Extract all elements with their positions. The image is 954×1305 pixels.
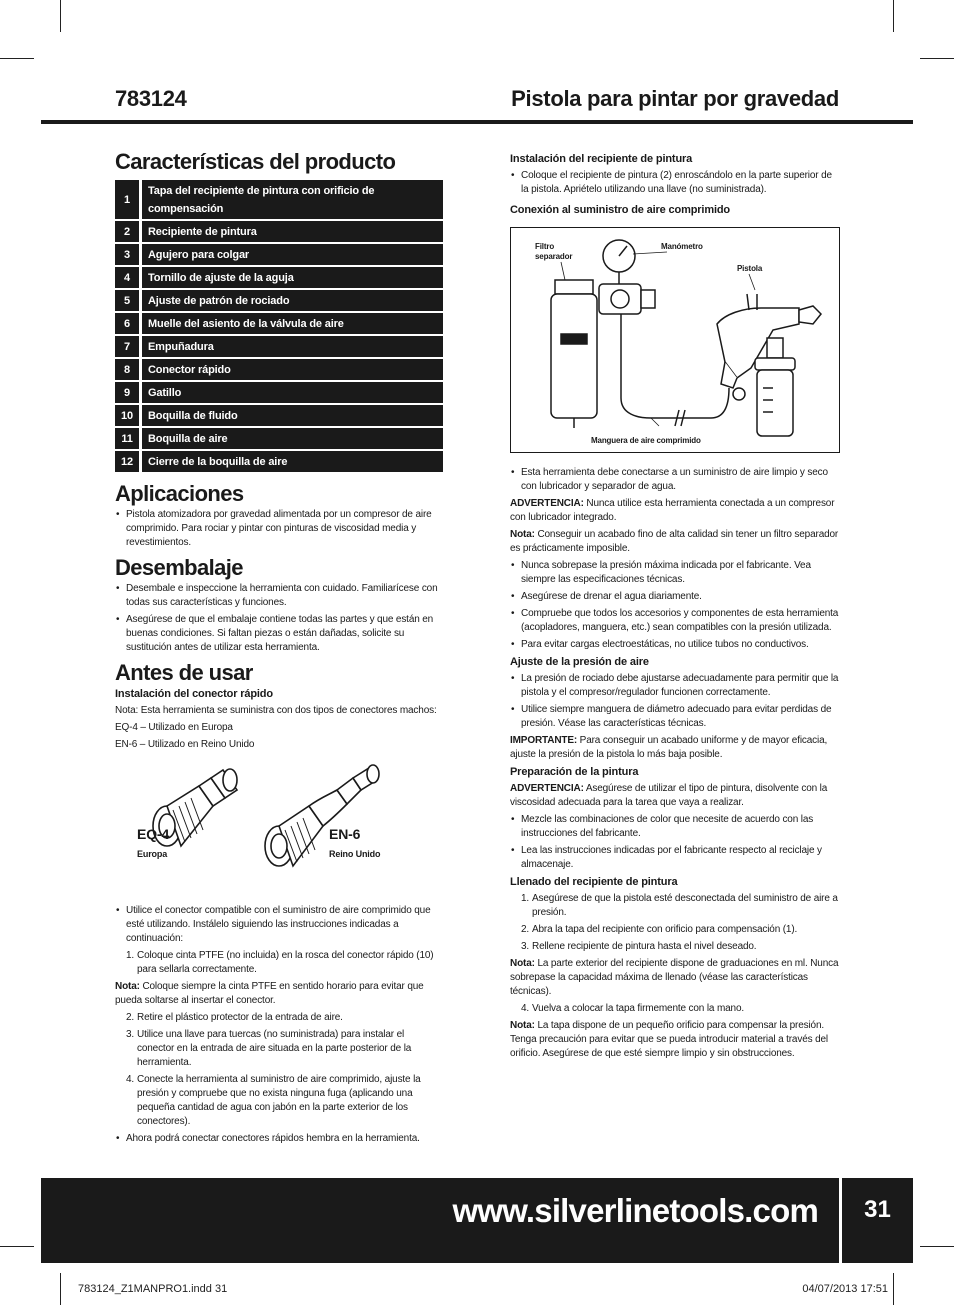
eq4-line: EQ-4 – Utilizado en Europa bbox=[115, 722, 233, 733]
fill-heading: Llenado del recipiente de pintura bbox=[510, 876, 678, 888]
crop-mark bbox=[893, 0, 894, 32]
left-column bbox=[115, 148, 443, 1149]
connectors-illustration bbox=[115, 764, 443, 886]
feature-number: 9 bbox=[115, 382, 139, 403]
feature-row bbox=[115, 405, 443, 426]
feature-number: 10 bbox=[115, 405, 139, 426]
feature-number: 7 bbox=[115, 336, 139, 357]
install-list bbox=[115, 904, 443, 946]
header-rule bbox=[41, 120, 913, 124]
en6-label: EN-6 bbox=[329, 826, 361, 842]
fill-steps bbox=[510, 1002, 840, 1016]
important-text: IMPORTANTE: Para conseguir un acabado uniforme y de mayor eficacia, ajuste la presión de la pistola lo más baja posible. bbox=[510, 735, 828, 760]
feature-number: 1 bbox=[115, 180, 139, 219]
feature-row bbox=[115, 359, 443, 380]
list-item: • Esta herramienta debe conectarse a un suministro de aire limpio y seco con lubricador y separador de agua. bbox=[510, 466, 840, 494]
list-item: • Pistola atomizadora por gravedad alimentada por un compresor de aire comprimido. Para rociar y pintar con pinturas de viscosidad media y revestimientos. bbox=[115, 508, 443, 550]
unpacking-list bbox=[115, 582, 443, 655]
air-supply-diagram bbox=[510, 227, 840, 453]
features-heading: Características del producto bbox=[115, 149, 396, 174]
crop-mark bbox=[920, 1246, 954, 1247]
page-title: Pistola para pintar por gravedad bbox=[511, 86, 839, 111]
feature-row bbox=[115, 428, 443, 449]
paint-list bbox=[510, 813, 840, 872]
feature-label: Boquilla de fluido bbox=[142, 405, 443, 426]
feature-row bbox=[115, 336, 443, 357]
list-item: • Ahora podrá conectar conectores rápidos hembra en la herramienta. bbox=[115, 1132, 443, 1146]
feature-number: 5 bbox=[115, 290, 139, 311]
pressure-heading: Ajuste de la presión de aire bbox=[510, 656, 649, 668]
crop-mark bbox=[0, 58, 34, 59]
website-link[interactable]: www.silverlinetools.com bbox=[452, 1192, 818, 1229]
feature-row bbox=[115, 290, 443, 311]
feature-row bbox=[115, 221, 443, 242]
air-supply-heading: Conexión al suministro de aire comprimido bbox=[510, 204, 731, 216]
diagram-label-gun: Pistola bbox=[737, 264, 763, 273]
list-item: • Utilice el conector compatible con el suministro de aire comprimido que esté utilizando. Instálelo siguiendo las instrucciones indicadas a continuación: bbox=[115, 904, 443, 946]
before-use-heading: Antes de usar bbox=[115, 660, 253, 685]
feature-label: Conector rápido bbox=[142, 359, 443, 380]
slug-date: 04/07/2013 17:51 bbox=[802, 1283, 888, 1295]
list-item: • Asegúrese de drenar el agua diariamente. bbox=[510, 590, 840, 604]
feature-label: Gatillo bbox=[142, 382, 443, 403]
feature-label: Agujero para colgar bbox=[142, 244, 443, 265]
feature-label: Recipiente de pintura bbox=[142, 221, 443, 242]
applications-list bbox=[115, 508, 443, 550]
note-text: Nota: Coloque siempre la cinta PTFE en sentido horario para evitar que pueda soltarse al insertar el conector. bbox=[115, 981, 424, 1006]
en6-line: EN-6 – Utilizado en Reino Unido bbox=[115, 739, 255, 750]
right-column bbox=[510, 152, 840, 1064]
features-table bbox=[115, 180, 443, 472]
crop-mark bbox=[60, 0, 61, 32]
pressure-list bbox=[510, 672, 840, 731]
feature-label: Tapa del recipiente de pintura con orificio de compensación bbox=[142, 180, 443, 219]
feature-row bbox=[115, 451, 443, 472]
feature-row bbox=[115, 267, 443, 288]
feature-number: 2 bbox=[115, 221, 139, 242]
feature-number: 3 bbox=[115, 244, 139, 265]
feature-number: 6 bbox=[115, 313, 139, 334]
list-item: • Utilice siempre manguera de diámetro adecuado para evitar perdidas de presión. Véase las características técnicas. bbox=[510, 703, 840, 731]
feature-row bbox=[115, 313, 443, 334]
crop-mark bbox=[60, 1273, 61, 1305]
quick-connector-heading: Instalación del conector rápido bbox=[115, 688, 273, 700]
footer-bar bbox=[41, 1178, 913, 1263]
eq4-sublabel: Europa bbox=[137, 849, 168, 859]
diagram-label-hose: Manguera de aire comprimido bbox=[591, 436, 701, 445]
air-list-2 bbox=[510, 559, 840, 652]
applications-heading: Aplicaciones bbox=[115, 481, 244, 506]
page-header bbox=[115, 86, 839, 114]
note-text: Nota: La tapa dispone de un pequeño orificio para compensar la presión. Tenga precaución para evitar que se pueda introducir material a través del orificio. Asegúrese de que esté siempre limpio y sin obstrucciones. bbox=[510, 1020, 828, 1059]
list-item: • Desembale e inspeccione la herramienta con cuidado. Familiarícese con todas sus características y funciones. bbox=[115, 582, 443, 610]
warning-text: ADVERTENCIA: Nunca utilice esta herramienta conectada a un compresor con lubricador integrado. bbox=[510, 498, 835, 523]
crop-mark bbox=[893, 1273, 894, 1305]
list-item: 4. Conecte la herramienta al suministro de aire comprimido, ajuste la presión y compruebe que no exista ninguna fuga (aplicando una pequeña cantidad de agua con jabón en la parte exterior de los conectores). bbox=[126, 1074, 421, 1127]
final-list bbox=[115, 1132, 443, 1146]
feature-number: 4 bbox=[115, 267, 139, 288]
list-item: • Lea las instrucciones indicadas por el fabricante respecto al reciclaje y almacenaje. bbox=[510, 844, 840, 872]
list-item: • Coloque el recipiente de pintura (2) enroscándolo en la parte superior de la pistola. Apriételo utilizando una llave (no suministrada). bbox=[510, 169, 840, 197]
feature-label: Muelle del asiento de la válvula de aire bbox=[142, 313, 443, 334]
feature-number: 11 bbox=[115, 428, 139, 449]
feature-label: Cierre de la boquilla de aire bbox=[142, 451, 443, 472]
list-item: 1. Coloque cinta PTFE (no incluida) en la rosca del conector rápido (10) para sellarla correctamente. bbox=[126, 950, 434, 975]
note-text: Nota: La parte exterior del recipiente dispone de graduaciones en ml. Nunca sobrepase la capacidad máxima de llenado (véase las características técnicas). bbox=[510, 958, 839, 997]
feature-number: 8 bbox=[115, 359, 139, 380]
crop-mark bbox=[0, 1246, 34, 1247]
feature-label: Tornillo de ajuste de la aguja bbox=[142, 267, 443, 288]
slug-file: 783124_Z1MANPRO1.indd 31 bbox=[78, 1283, 228, 1295]
connectors-drawing bbox=[115, 764, 443, 886]
list-item: 3. Utilice una llave para tuercas (no suministrada) para instalar el conector en la entrada de aire situada en la parte posterior de la herramienta. bbox=[126, 1029, 412, 1068]
feature-label: Empuñadura bbox=[142, 336, 443, 357]
list-item: • Compruebe que todos los accesorios y componentes de esta herramienta (acopladores, manguera, etc.) sean compatibles con la presión utilizada. bbox=[510, 607, 840, 635]
fill-steps bbox=[510, 892, 840, 954]
en6-sublabel: Reino Unido bbox=[329, 849, 381, 859]
list-item: • Para evitar cargas electroestáticas, no utilice tubos no conductivos. bbox=[510, 638, 840, 652]
feature-row bbox=[115, 244, 443, 265]
feature-label: Ajuste de patrón de rociado bbox=[142, 290, 443, 311]
list-item: 1. Asegúrese de que la pistola esté desconectada del suministro de aire a presión. bbox=[521, 893, 838, 918]
feature-label: Boquilla de aire bbox=[142, 428, 443, 449]
air-list bbox=[510, 466, 840, 494]
eq4-label: EQ-4 bbox=[137, 826, 170, 842]
paint-prep-heading: Preparación de la pintura bbox=[510, 766, 639, 778]
feature-number: 12 bbox=[115, 451, 139, 472]
cup-list bbox=[510, 169, 840, 197]
list-item: • Nunca sobrepase la presión máxima indicada por el fabricante. Vea siempre las especificaciones técnicas. bbox=[510, 559, 840, 587]
note-text: Nota: Conseguir un acabado fino de alta calidad sin tener un filtro separador es prácticamente imposible. bbox=[510, 529, 839, 554]
list-item: • Mezcle las combinaciones de color que necesite de acuerdo con las instrucciones del fabricante. bbox=[510, 813, 840, 841]
list-item: 3. Rellene recipiente de pintura hasta el nivel deseado. bbox=[521, 941, 757, 952]
list-item: 2. Retire el plástico protector de la entrada de aire. bbox=[126, 1012, 343, 1023]
feature-row bbox=[115, 382, 443, 403]
unpacking-heading: Desembalaje bbox=[115, 555, 243, 580]
page-number: 31 bbox=[864, 1196, 891, 1223]
note-text: Nota: Esta herramienta se suministra con dos tipos de conectores machos: bbox=[115, 705, 437, 716]
list-item: 2. Abra la tapa del recipiente con orificio para compensación (1). bbox=[521, 924, 798, 935]
list-item: • La presión de rociado debe ajustarse adecuadamente para permitir que la pistola y el compresor/regulador funcionen correctamente. bbox=[510, 672, 840, 700]
feature-row bbox=[115, 180, 443, 219]
install-steps bbox=[115, 1011, 443, 1129]
cup-install-heading: Instalación del recipiente de pintura bbox=[510, 153, 693, 165]
warning-text: ADVERTENCIA: Asegúrese de utilizar el tipo de pintura, disolvente con la viscosidad adecuada para la tarea que vaya a realizar. bbox=[510, 783, 828, 808]
diagram-label-filter: Filtro separador bbox=[535, 242, 573, 261]
model-number: 783124 bbox=[115, 86, 187, 111]
list-item: 4. Vuelva a colocar la tapa firmemente con la mano. bbox=[521, 1003, 744, 1014]
diagram-label-gauge: Manómetro bbox=[661, 242, 703, 251]
list-item: • Asegúrese de que el embalaje contiene todas las partes y que están en buenas condiciones. Si faltan piezas o están dañadas, solicite su sustitución antes de utilizar esta herramienta. bbox=[115, 613, 443, 655]
install-steps bbox=[115, 949, 443, 977]
crop-mark bbox=[920, 58, 954, 59]
